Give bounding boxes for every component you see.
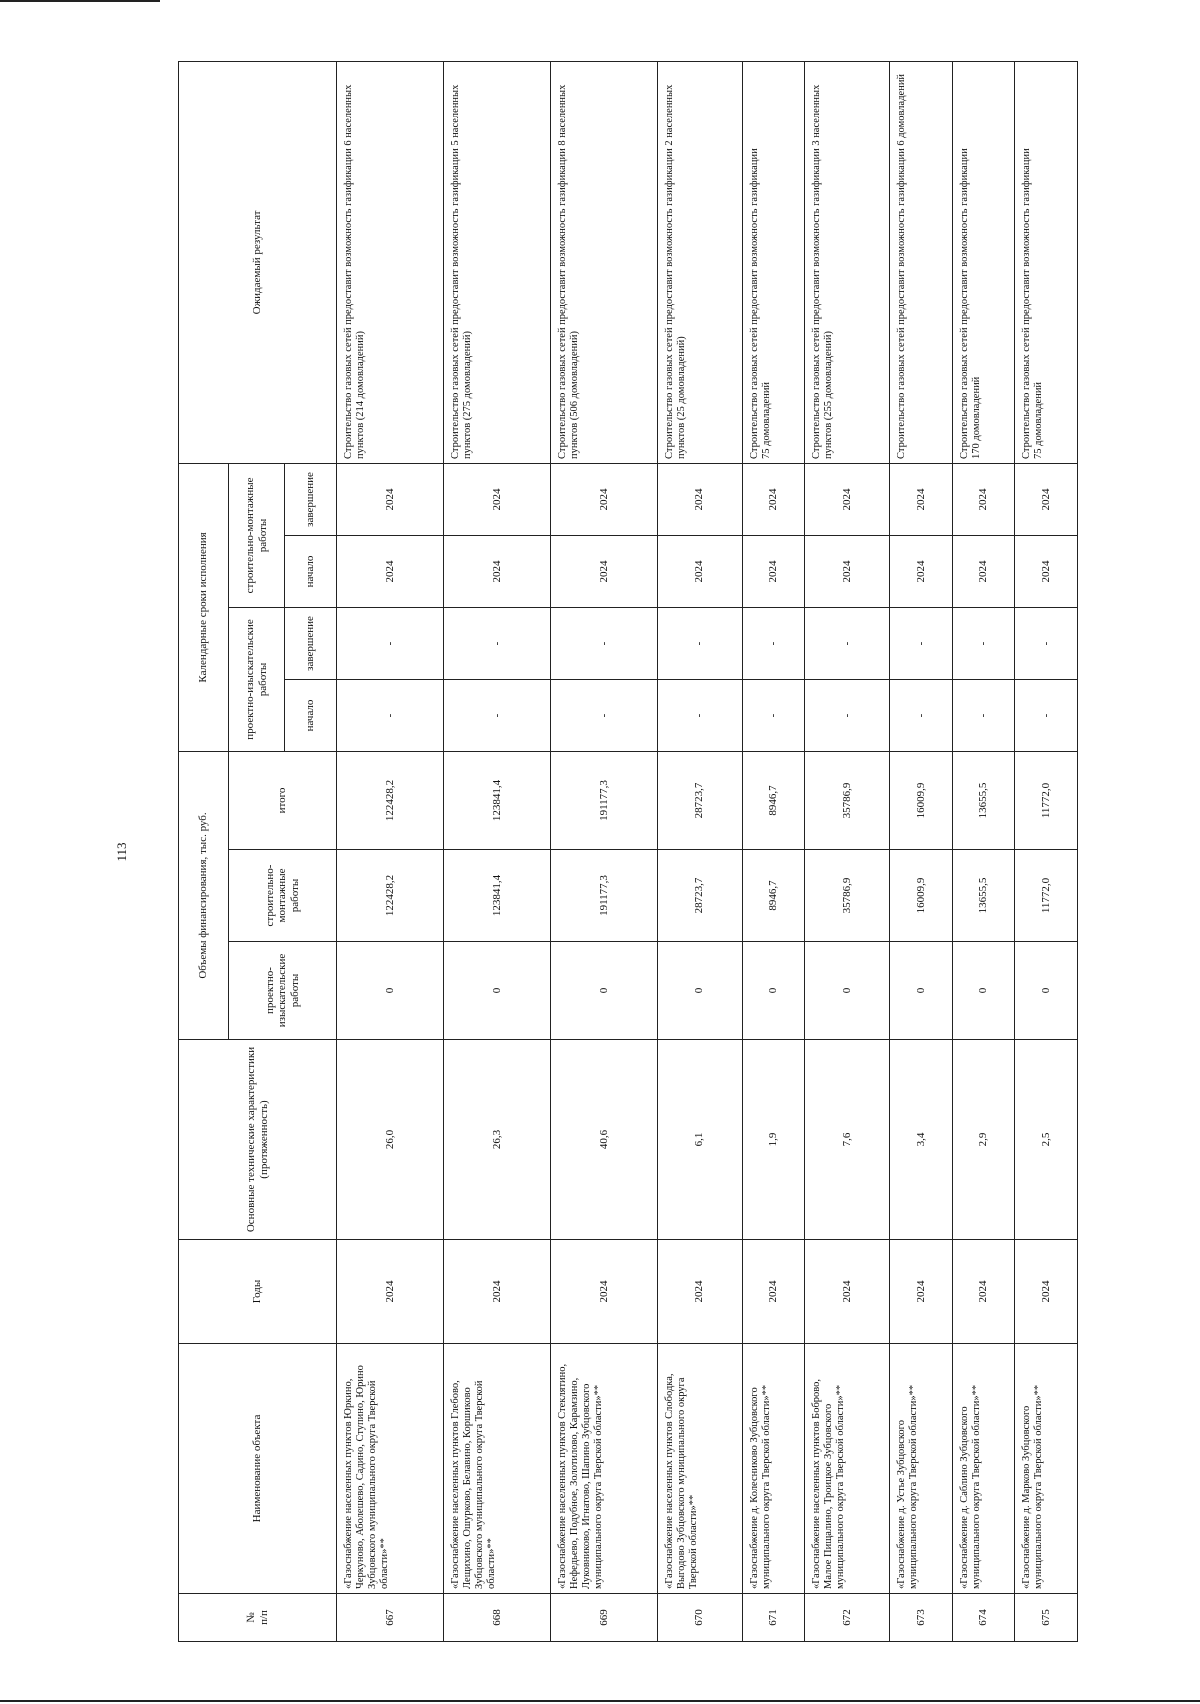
row-construction-start: 2024 — [890, 535, 953, 607]
row-number: 668 — [443, 1594, 550, 1642]
object-name: «Газоснабжение населенных пунктов Юркино, Черкуново, Аболешево, Садино, Ступино, Юрино Зубцовского муниципального округа Тверской области»** — [337, 1344, 444, 1594]
header-financing: Объемы финансирования, тыс. руб. — [179, 751, 229, 1039]
row-design-end: - — [1015, 607, 1078, 679]
object-name: «Газоснабжение д. Саблино Зубцовского муниципального округа Тверской области»** — [952, 1344, 1015, 1594]
row-fin-construction: 8946,7 — [742, 850, 805, 942]
header-terms: Календарные сроки исполнения — [179, 463, 229, 751]
row-number: 672 — [805, 1594, 890, 1642]
row-construction-start: 2024 — [1015, 535, 1078, 607]
row-fin-design: 0 — [805, 942, 890, 1040]
row-fin-total: 11772,0 — [1015, 751, 1078, 849]
row-fin-construction: 35786,9 — [805, 850, 890, 942]
object-name: «Газоснабжение населенных пунктов Глебово, Лещихино, Ошурково, Белавино, Коршиково Зубцовского муниципального округа Тверской области»** — [443, 1344, 550, 1594]
row-number: 670 — [657, 1594, 742, 1642]
row-design-start: - — [657, 679, 742, 751]
header-name: Наименование объекта — [179, 1344, 337, 1594]
header-terms-construction: строительно-монтажные работы — [229, 463, 285, 607]
table-row — [952, 61, 1015, 1641]
row-result: Строительство газовых сетей предоставит возможность газификации 2 населенных пунктов (25 домовладений) — [657, 61, 742, 463]
row-fin-design: 0 — [1015, 942, 1078, 1040]
row-fin-design: 0 — [337, 942, 444, 1040]
scan-edge-mark-bottom — [0, 1700, 1200, 1702]
row-result: Строительство газовых сетей предоставит возможность газификации 3 населенных пунктов (255 домовладений) — [805, 61, 890, 463]
row-design-end: - — [657, 607, 742, 679]
row-design-start: - — [443, 679, 550, 751]
row-design-start: - — [742, 679, 805, 751]
object-name: «Газоснабжение населенных пунктов Стеклятино, Нефедьево, Подубное, Золотилово, Карамзино, Луковниково, Игнатово, Шапино Зубцовского муниципального округа Тверской области»** — [550, 1344, 657, 1594]
table-body — [337, 61, 1078, 1641]
row-design-start: - — [1015, 679, 1078, 751]
row-fin-design: 0 — [657, 942, 742, 1040]
row-construction-start: 2024 — [805, 535, 890, 607]
row-construction-end: 2024 — [805, 463, 890, 535]
row-year: 2024 — [742, 1240, 805, 1344]
row-design-end: - — [550, 607, 657, 679]
header-design-start: начало — [285, 679, 337, 751]
row-fin-total: 13655,5 — [952, 751, 1015, 849]
row-design-end: - — [952, 607, 1015, 679]
object-name: «Газоснабжение д. Колесниково Зубцовского муниципального округа Тверской области»** — [742, 1344, 805, 1594]
row-design-start: - — [805, 679, 890, 751]
row-length: 2,9 — [952, 1040, 1015, 1240]
row-length: 2,5 — [1015, 1040, 1078, 1240]
row-construction-start: 2024 — [550, 535, 657, 607]
table-row — [890, 61, 953, 1641]
row-fin-construction: 123841,4 — [443, 850, 550, 942]
table-row — [550, 61, 657, 1641]
row-construction-end: 2024 — [657, 463, 742, 535]
row-fin-design: 0 — [742, 942, 805, 1040]
table-row — [742, 61, 805, 1641]
row-result: Строительство газовых сетей предоставит возможность газификации 6 домовладений — [890, 61, 953, 463]
row-fin-design: 0 — [952, 942, 1015, 1040]
row-year: 2024 — [550, 1240, 657, 1344]
row-design-end: - — [443, 607, 550, 679]
row-construction-start: 2024 — [443, 535, 550, 607]
row-number: 674 — [952, 1594, 1015, 1642]
row-design-start: - — [952, 679, 1015, 751]
row-result: Строительство газовых сетей предоставит возможность газификации 170 домовладений — [952, 61, 1015, 463]
row-fin-construction: 191177,3 — [550, 850, 657, 942]
row-fin-total: 8946,7 — [742, 751, 805, 849]
gasification-table — [178, 61, 1078, 1642]
row-construction-end: 2024 — [1015, 463, 1078, 535]
row-year: 2024 — [805, 1240, 890, 1344]
row-number: 673 — [890, 1594, 953, 1642]
header-result: Ожидаемый результат — [179, 61, 337, 463]
rotated-page — [178, 62, 1078, 1642]
object-name: «Газоснабжение д. Устье Зубцовского муниципального округа Тверской области»** — [890, 1344, 953, 1594]
row-fin-construction: 16009,9 — [890, 850, 953, 942]
row-construction-start: 2024 — [742, 535, 805, 607]
row-fin-construction: 28723,7 — [657, 850, 742, 942]
header-fin-design: проектно-изыскательские работы — [229, 942, 337, 1040]
row-design-start: - — [550, 679, 657, 751]
row-length: 1,9 — [742, 1040, 805, 1240]
object-name: «Газоснабжение населенных пунктов Боброво, Малое Пищалино, Троицкое Зубцовского муниципального округа Тверской области»** — [805, 1344, 890, 1594]
row-result: Строительство газовых сетей предоставит возможность газификации 6 населенных пунктов (214 домовладений) — [337, 61, 444, 463]
object-name: «Газоснабжение д. Марково Зубцовского муниципального округа Тверской области»** — [1015, 1344, 1078, 1594]
row-result: Строительство газовых сетей предоставит возможность газификации 8 населенных пунктов (506 домовладений) — [550, 61, 657, 463]
header-row-1 — [179, 61, 229, 1641]
table-row — [443, 61, 550, 1641]
row-result: Строительство газовых сетей предоставит возможность газификации 75 домовладений — [1015, 61, 1078, 463]
header-design-end: завершение — [285, 607, 337, 679]
row-result: Строительство газовых сетей предоставит возможность газификации 5 населенных пунктов (275 домовладений) — [443, 61, 550, 463]
row-length: 26,0 — [337, 1040, 444, 1240]
row-design-end: - — [742, 607, 805, 679]
row-year: 2024 — [657, 1240, 742, 1344]
row-fin-total: 16009,9 — [890, 751, 953, 849]
row-fin-total: 123841,4 — [443, 751, 550, 849]
row-design-end: - — [337, 607, 444, 679]
header-construction-start: начало — [285, 535, 337, 607]
row-construction-end: 2024 — [443, 463, 550, 535]
row-construction-start: 2024 — [657, 535, 742, 607]
row-design-start: - — [890, 679, 953, 751]
row-number: 675 — [1015, 1594, 1078, 1642]
object-name: «Газоснабжение населенных пунктов Слободка, Выгодово Зубцовского муниципального округа Тверской области»** — [657, 1344, 742, 1594]
row-year: 2024 — [952, 1240, 1015, 1344]
table-row — [657, 61, 742, 1641]
row-fin-design: 0 — [550, 942, 657, 1040]
row-fin-construction: 122428,2 — [337, 850, 444, 942]
row-fin-total: 191177,3 — [550, 751, 657, 849]
row-design-end: - — [890, 607, 953, 679]
row-number: 667 — [337, 1594, 444, 1642]
row-fin-total: 122428,2 — [337, 751, 444, 849]
row-fin-design: 0 — [890, 942, 953, 1040]
header-construction-end: завершение — [285, 463, 337, 535]
row-design-end: - — [805, 607, 890, 679]
table-row — [337, 61, 444, 1641]
row-length: 26,3 — [443, 1040, 550, 1240]
row-construction-end: 2024 — [952, 463, 1015, 535]
table-row — [805, 61, 890, 1641]
header-tech: Основные технические характеристики (протяженность) — [179, 1040, 337, 1240]
row-length: 40,6 — [550, 1040, 657, 1240]
row-number: 669 — [550, 1594, 657, 1642]
row-construction-end: 2024 — [742, 463, 805, 535]
row-length: 6,1 — [657, 1040, 742, 1240]
row-year: 2024 — [337, 1240, 444, 1344]
row-construction-end: 2024 — [550, 463, 657, 535]
scan-edge-mark-top — [0, 0, 160, 2]
row-construction-end: 2024 — [890, 463, 953, 535]
row-length: 7,6 — [805, 1040, 890, 1240]
row-fin-total: 35786,9 — [805, 751, 890, 849]
row-year: 2024 — [443, 1240, 550, 1344]
row-year: 2024 — [1015, 1240, 1078, 1344]
row-construction-end: 2024 — [337, 463, 444, 535]
row-length: 3,4 — [890, 1040, 953, 1240]
row-fin-construction: 13655,5 — [952, 850, 1015, 942]
row-construction-start: 2024 — [337, 535, 444, 607]
row-fin-design: 0 — [443, 942, 550, 1040]
table-row — [1015, 61, 1078, 1641]
header-terms-design: проектно-изыскательские работы — [229, 607, 285, 751]
row-year: 2024 — [890, 1240, 953, 1344]
row-design-start: - — [337, 679, 444, 751]
header-years: Годы — [179, 1240, 337, 1344]
row-fin-construction: 11772,0 — [1015, 850, 1078, 942]
header-fin-total: итого — [229, 751, 337, 849]
header-fin-construction: строительно-монтажные работы — [229, 850, 337, 942]
row-result: Строительство газовых сетей предоставит возможность газификации 75 домовладений — [742, 61, 805, 463]
page-number: 113 — [114, 842, 129, 862]
row-fin-total: 28723,7 — [657, 751, 742, 849]
header-num: № п/п — [179, 1594, 337, 1642]
row-construction-start: 2024 — [952, 535, 1015, 607]
row-number: 671 — [742, 1594, 805, 1642]
